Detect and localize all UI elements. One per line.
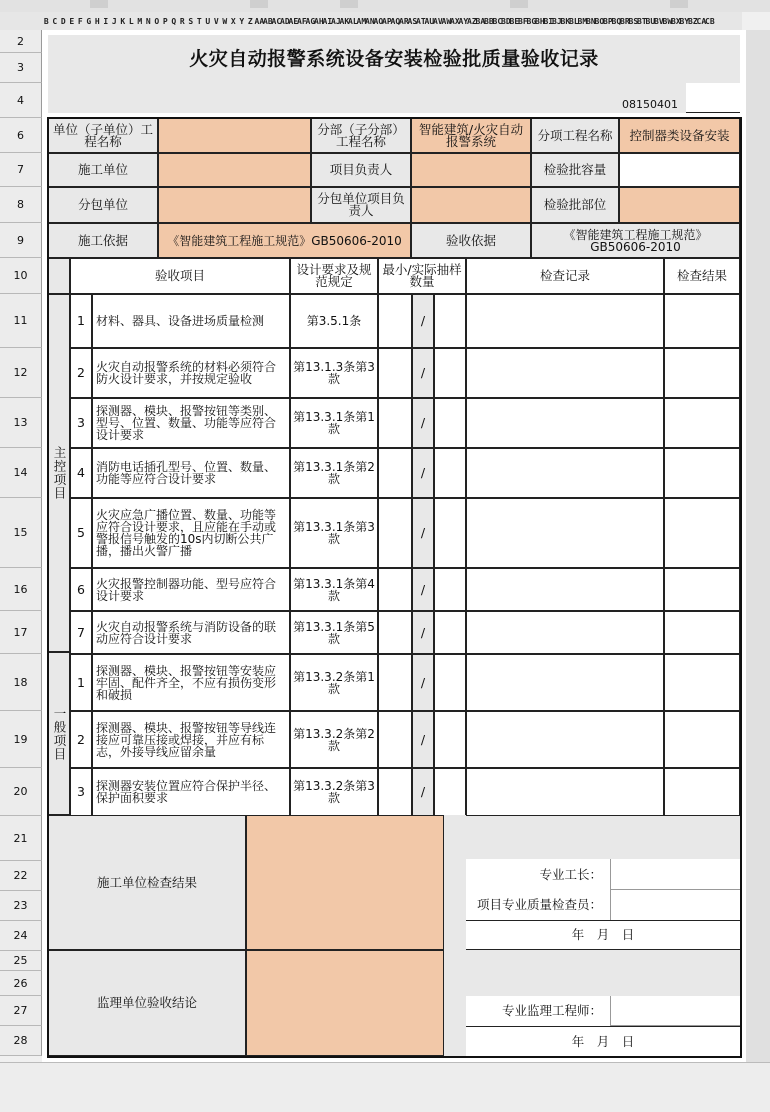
item-header: 验收项目 [70, 258, 290, 294]
check-record-field[interactable] [466, 654, 664, 711]
sample-slash: / [412, 654, 434, 711]
column-letter[interactable]: AD [280, 16, 290, 26]
item-number: 4 [70, 448, 92, 498]
column-letter[interactable]: U [205, 16, 211, 26]
row-number[interactable]: 10 [0, 258, 42, 294]
record-header: 检查记录 [466, 258, 664, 294]
column-letter[interactable]: BE [509, 16, 520, 26]
column-letter[interactable]: AU [424, 16, 435, 26]
column-letter[interactable]: BQ [611, 16, 622, 26]
item-description: 探测器安装位置应符合保护半径、保护面积要求 [92, 768, 290, 816]
item-description: 探测器、模块、报警按钮等类别、型号、位置、数量、功能等应符合设计要求 [92, 398, 290, 448]
sample-min-field[interactable] [378, 654, 412, 711]
item-description: 材料、器具、设备进场质量检测 [92, 294, 290, 348]
column-letter[interactable]: CA [696, 16, 707, 26]
row-number[interactable]: 7 [0, 153, 42, 187]
sample-min-field[interactable] [378, 294, 412, 348]
column-letter[interactable]: H [94, 16, 100, 26]
column-letter[interactable]: AL [348, 16, 358, 26]
pm-field[interactable] [411, 153, 531, 187]
footer-blank-2 [466, 950, 740, 996]
row-number[interactable]: 11 [0, 294, 42, 348]
page-title: 火灾自动报警系统设备安装检验批质量验收记录 [189, 48, 599, 70]
column-letter[interactable]: AO [373, 16, 384, 26]
column-letter[interactable]: AE [288, 16, 299, 26]
sample-slash: / [412, 398, 434, 448]
item-clause: 第13.3.1条第4款 [290, 568, 378, 611]
column-letter[interactable]: I [103, 16, 109, 26]
item-clause: 第13.3.2条第2款 [290, 711, 378, 768]
contractor-field[interactable] [158, 153, 311, 187]
check-record-field[interactable] [466, 568, 664, 611]
check-record-field[interactable] [466, 768, 664, 816]
column-header-bar[interactable] [42, 12, 742, 31]
check-result-field[interactable] [664, 294, 740, 348]
column-letter[interactable]: AX [450, 16, 460, 26]
item-description: 火灾自动报警系统与消防设备的联动应符合设计要求 [92, 611, 290, 654]
sample-slash: / [412, 711, 434, 768]
column-letter[interactable]: T [196, 16, 202, 26]
column-letter[interactable]: BJ [552, 16, 562, 26]
footer-spacer-2 [444, 950, 466, 1056]
supervisor-engineer-field[interactable] [610, 996, 740, 1026]
column-letter[interactable]: BF [518, 16, 528, 26]
sub-pm-field[interactable] [411, 187, 531, 223]
item-clause: 第13.3.1条第5款 [290, 611, 378, 654]
sample-slash: / [412, 498, 434, 568]
basis-label: 施工依据 [48, 223, 158, 258]
top-toolbar-strip [0, 0, 770, 12]
row-number[interactable]: 16 [0, 568, 42, 611]
qc-inspector-label: 项目专业质量检查员： [466, 890, 610, 920]
column-letter[interactable]: AN [365, 16, 375, 26]
column-letter[interactable]: L [128, 16, 134, 26]
column-letter[interactable]: BR [620, 16, 630, 26]
sample-actual-field[interactable] [434, 711, 466, 768]
acceptance-basis-value[interactable]: 《智能建筑工程施工规范》GB50606-2010 [531, 223, 740, 258]
item-description: 消防电话插孔型号、位置、数量、功能等应符合设计要求 [92, 448, 290, 498]
column-letter[interactable]: BN [586, 16, 596, 26]
item-number: 1 [70, 654, 92, 711]
item-clause: 第13.3.2条第1款 [290, 654, 378, 711]
column-letter[interactable]: BX [671, 16, 681, 26]
sample-actual-field[interactable] [434, 294, 466, 348]
main-group-text: 主控项目 [52, 446, 67, 500]
sample-actual-field[interactable] [434, 398, 466, 448]
sample-slash: / [412, 768, 434, 816]
column-letter[interactable]: N [145, 16, 151, 26]
row-number[interactable]: 25 [0, 951, 42, 971]
item-description: 探测器、模块、报警按钮等导线连接应可靠压接或焊接，并应有标志，外接导线应留余量 [92, 711, 290, 768]
row-number[interactable]: 20 [0, 768, 42, 816]
column-letter[interactable]: S [188, 16, 194, 26]
check-record-field[interactable] [466, 498, 664, 568]
sample-actual-field[interactable] [434, 611, 466, 654]
row-number[interactable]: 18 [0, 654, 42, 711]
toolbar-slot [250, 0, 268, 8]
column-letter[interactable]: AM [356, 16, 367, 26]
check-record-field[interactable] [466, 398, 664, 448]
row-number[interactable]: 17 [0, 611, 42, 654]
column-letter[interactable]: W [222, 16, 228, 26]
item-clause: 第3.5.1条 [290, 294, 378, 348]
subcontractor-field[interactable] [158, 187, 311, 223]
column-letter[interactable]: C [52, 16, 58, 26]
column-letter[interactable]: BK [560, 16, 571, 26]
foreman-label: 专业工长： [466, 859, 610, 890]
column-letter[interactable]: AP [382, 16, 392, 26]
general-group-label [48, 652, 70, 815]
acceptance-basis-label: 验收依据 [411, 223, 531, 258]
foreman-field[interactable] [610, 859, 740, 890]
sample-min-field[interactable] [378, 348, 412, 398]
item-clause: 第13.3.1条第1款 [290, 398, 378, 448]
column-letter[interactable]: BS [628, 16, 639, 26]
row-number[interactable]: 6 [0, 118, 42, 153]
row-number[interactable]: 13 [0, 398, 42, 448]
column-letter[interactable]: D [60, 16, 66, 26]
row-number[interactable]: 4 [0, 83, 42, 118]
column-letter[interactable]: X [230, 16, 236, 26]
row-number[interactable]: 22 [0, 861, 42, 891]
check-record-field[interactable] [466, 348, 664, 398]
column-letter[interactable]: R [179, 16, 185, 26]
column-letter[interactable]: BH [535, 16, 545, 26]
sample-slash: / [412, 568, 434, 611]
item-number: 7 [70, 611, 92, 654]
item-number: 3 [70, 398, 92, 448]
unit-name-field[interactable] [158, 118, 311, 153]
column-letter[interactable]: P [162, 16, 168, 26]
row-number[interactable]: 14 [0, 448, 42, 498]
column-letter[interactable]: AW [441, 16, 452, 26]
row-number[interactable]: 28 [0, 1026, 42, 1056]
batch-capacity-label: 检验批容量 [531, 153, 619, 187]
column-letter[interactable]: AT [416, 16, 426, 26]
sample-slash: / [412, 611, 434, 654]
sample-actual-field[interactable] [434, 498, 466, 568]
row-number[interactable]: 27 [0, 996, 42, 1026]
item-number: 2 [70, 348, 92, 398]
sample-slash: / [412, 294, 434, 348]
column-letter[interactable]: AZ [467, 16, 477, 26]
sample-actual-field[interactable] [434, 348, 466, 398]
basis-value[interactable]: 《智能建筑工程施工规范》GB50606-2010 [158, 223, 411, 258]
item-number: 2 [70, 711, 92, 768]
sample-slash: / [412, 348, 434, 398]
title-cell[interactable] [48, 35, 740, 83]
column-letter[interactable]: AQ [390, 16, 401, 26]
column-letter[interactable]: BO [594, 16, 605, 26]
column-letter[interactable]: BD [501, 16, 511, 26]
column-letter[interactable]: AA [254, 16, 265, 26]
row-number[interactable]: 26 [0, 971, 42, 996]
check-result-field[interactable] [664, 498, 740, 568]
sample-min-field[interactable] [378, 568, 412, 611]
column-letter[interactable]: BW [662, 16, 673, 26]
column-letter[interactable]: AK [339, 16, 350, 26]
row-number[interactable]: 2 [0, 30, 42, 53]
column-letter[interactable]: BV [654, 16, 664, 26]
column-letter[interactable]: BU [645, 16, 656, 26]
item-number: 6 [70, 568, 92, 611]
column-letter[interactable]: AG [305, 16, 316, 26]
footer-spacer [444, 815, 466, 950]
sub-pm-label: 分包单位项目负责人 [311, 187, 411, 223]
column-letter[interactable]: AB [263, 16, 273, 26]
item-clause: 第13.3.1条第3款 [290, 498, 378, 568]
item-clause: 第13.3.1条第2款 [290, 448, 378, 498]
design-header: 设计要求及规范规定 [290, 258, 378, 294]
supervisor-conclusion-field[interactable] [246, 950, 444, 1056]
batch-location-label: 检验批部位 [531, 187, 619, 223]
general-group-text: 一般项目 [52, 706, 67, 761]
row-number[interactable]: 21 [0, 816, 42, 861]
row-number[interactable]: 12 [0, 348, 42, 398]
column-letter[interactable]: CB [705, 16, 715, 26]
main-group-label [48, 294, 70, 652]
check-record-field[interactable] [466, 711, 664, 768]
column-letter[interactable]: AH [314, 16, 324, 26]
unit-label: 单位（子单位）工程名称 [48, 118, 158, 153]
check-result-field[interactable] [664, 768, 740, 816]
footer-blank [466, 815, 740, 859]
column-letter[interactable]: BA [475, 16, 486, 26]
column-letter[interactable]: BM [577, 16, 588, 26]
check-result-field[interactable] [664, 711, 740, 768]
contractor-label: 施工单位 [48, 153, 158, 187]
select-all-corner[interactable] [0, 12, 42, 31]
column-letter[interactable]: Y [239, 16, 245, 26]
column-letter[interactable]: BI [543, 16, 554, 26]
column-letter[interactable]: AV [433, 16, 443, 26]
column-letter[interactable]: BC [492, 16, 503, 26]
sample-actual-field[interactable] [434, 568, 466, 611]
sample-min-field[interactable] [378, 448, 412, 498]
sample-actual-field[interactable] [434, 768, 466, 816]
supervisor-conclusion-label: 监理单位验收结论 [48, 950, 246, 1056]
check-result-field[interactable] [664, 348, 740, 398]
group-header-blank [48, 258, 70, 294]
check-record-field[interactable] [466, 294, 664, 348]
column-letter[interactable]: K [120, 16, 126, 26]
toolbar-slot [340, 0, 358, 8]
sample-actual-field[interactable] [434, 448, 466, 498]
batch-capacity-field[interactable] [619, 153, 740, 187]
row-number[interactable]: 24 [0, 921, 42, 951]
item-description: 火灾报警控制器功能、型号应符合设计要求 [92, 568, 290, 611]
column-letter[interactable]: V [213, 16, 219, 26]
sample-min-field[interactable] [378, 611, 412, 654]
column-letter[interactable]: J [111, 16, 117, 26]
subcontractor-label: 分包单位 [48, 187, 158, 223]
item-description: 探测器、模块、报警按钮等安装应牢固、配件齐全，不应有损伤变形和破损 [92, 654, 290, 711]
qc-inspector-field[interactable] [610, 890, 740, 920]
column-letter[interactable]: BP [603, 16, 613, 26]
check-result-field[interactable] [664, 654, 740, 711]
doc-code-suffix-field[interactable] [686, 83, 740, 113]
supervisor-engineer-label: 专业监理工程师： [466, 996, 610, 1026]
sample-min-field[interactable] [378, 398, 412, 448]
row-number[interactable]: 9 [0, 223, 42, 258]
batch-location-field[interactable] [619, 187, 740, 223]
item-description: 火灾应急广播位置、数量、功能等应符合设计要求，且应能在手动或警报信号触发的10s内切断公共广播，播出火警广播 [92, 498, 290, 568]
column-letter[interactable]: BB [484, 16, 494, 26]
worksheet[interactable] [42, 30, 746, 1062]
result-header: 检查结果 [664, 258, 740, 294]
sample-min-field[interactable] [378, 711, 412, 768]
sheet-bottom-area [0, 1062, 770, 1112]
check-record-field[interactable] [466, 448, 664, 498]
toolbar-slot [90, 0, 108, 8]
check-result-field[interactable] [664, 568, 740, 611]
column-letter[interactable]: M [137, 16, 143, 26]
sample-slash: / [412, 448, 434, 498]
column-letter[interactable]: AR [399, 16, 409, 26]
column-letter[interactable]: AS [407, 16, 418, 26]
row-number[interactable]: 19 [0, 711, 42, 768]
column-letter[interactable]: BG [526, 16, 537, 26]
column-letter[interactable]: Z [247, 16, 253, 26]
item-clause: 第13.3.2条第3款 [290, 768, 378, 816]
check-result-field[interactable] [664, 611, 740, 654]
column-letter[interactable]: AY [458, 16, 469, 26]
subitem-value[interactable]: 控制器类设备安装 [619, 118, 740, 153]
column-letter[interactable]: BY [679, 16, 690, 26]
check-result-field[interactable] [664, 448, 740, 498]
item-number: 5 [70, 498, 92, 568]
blank-cell[interactable] [48, 83, 542, 113]
pm-label: 项目负责人 [311, 153, 411, 187]
division-label: 分部（子分部）工程名称 [311, 118, 411, 153]
column-letter[interactable]: AJ [331, 16, 341, 26]
item-number: 1 [70, 294, 92, 348]
check-record-field[interactable] [466, 611, 664, 654]
sample-min-field[interactable] [378, 498, 412, 568]
column-letter[interactable]: O [154, 16, 160, 26]
toolbar-slot [510, 0, 528, 8]
check-result-field[interactable] [664, 398, 740, 448]
column-letter[interactable]: BL [569, 16, 579, 26]
sample-header: 最小/实际抽样数量 [378, 258, 466, 294]
column-letter[interactable]: AC [271, 16, 282, 26]
item-clause: 第13.1.3条第3款 [290, 348, 378, 398]
column-letter[interactable]: E [69, 16, 75, 26]
column-letter[interactable]: G [86, 16, 92, 26]
date-field-2[interactable]: 年 月 日 [466, 1026, 740, 1056]
column-letter[interactable]: B [43, 16, 49, 26]
row-number[interactable]: 3 [0, 53, 42, 83]
toolbar-slot [670, 0, 688, 8]
row-number[interactable]: 8 [0, 187, 42, 223]
column-letter[interactable]: AI [322, 16, 333, 26]
doc-code[interactable]: 08150401 [542, 83, 686, 113]
right-margin [746, 30, 770, 1062]
row-number[interactable]: 15 [0, 498, 42, 568]
item-description: 火灾自动报警系统的材料必须符合防火设计要求，并按规定验收 [92, 348, 290, 398]
column-letter[interactable]: F [77, 16, 83, 26]
contractor-check-label: 施工单位检查结果 [48, 815, 246, 950]
row-number[interactable]: 23 [0, 891, 42, 921]
column-letter[interactable]: Q [171, 16, 177, 26]
date-field[interactable]: 年 月 日 [466, 920, 740, 950]
sample-actual-field[interactable] [434, 654, 466, 711]
division-value[interactable]: 智能建筑/火灾自动报警系统 [411, 118, 531, 153]
item-number: 3 [70, 768, 92, 816]
contractor-check-field[interactable] [246, 815, 444, 950]
column-letter[interactable]: BZ [688, 16, 698, 26]
sample-min-field[interactable] [378, 768, 412, 816]
subitem-label: 分项工程名称 [531, 118, 619, 153]
column-letter[interactable]: AF [297, 16, 307, 26]
column-letter[interactable]: BT [637, 16, 647, 26]
